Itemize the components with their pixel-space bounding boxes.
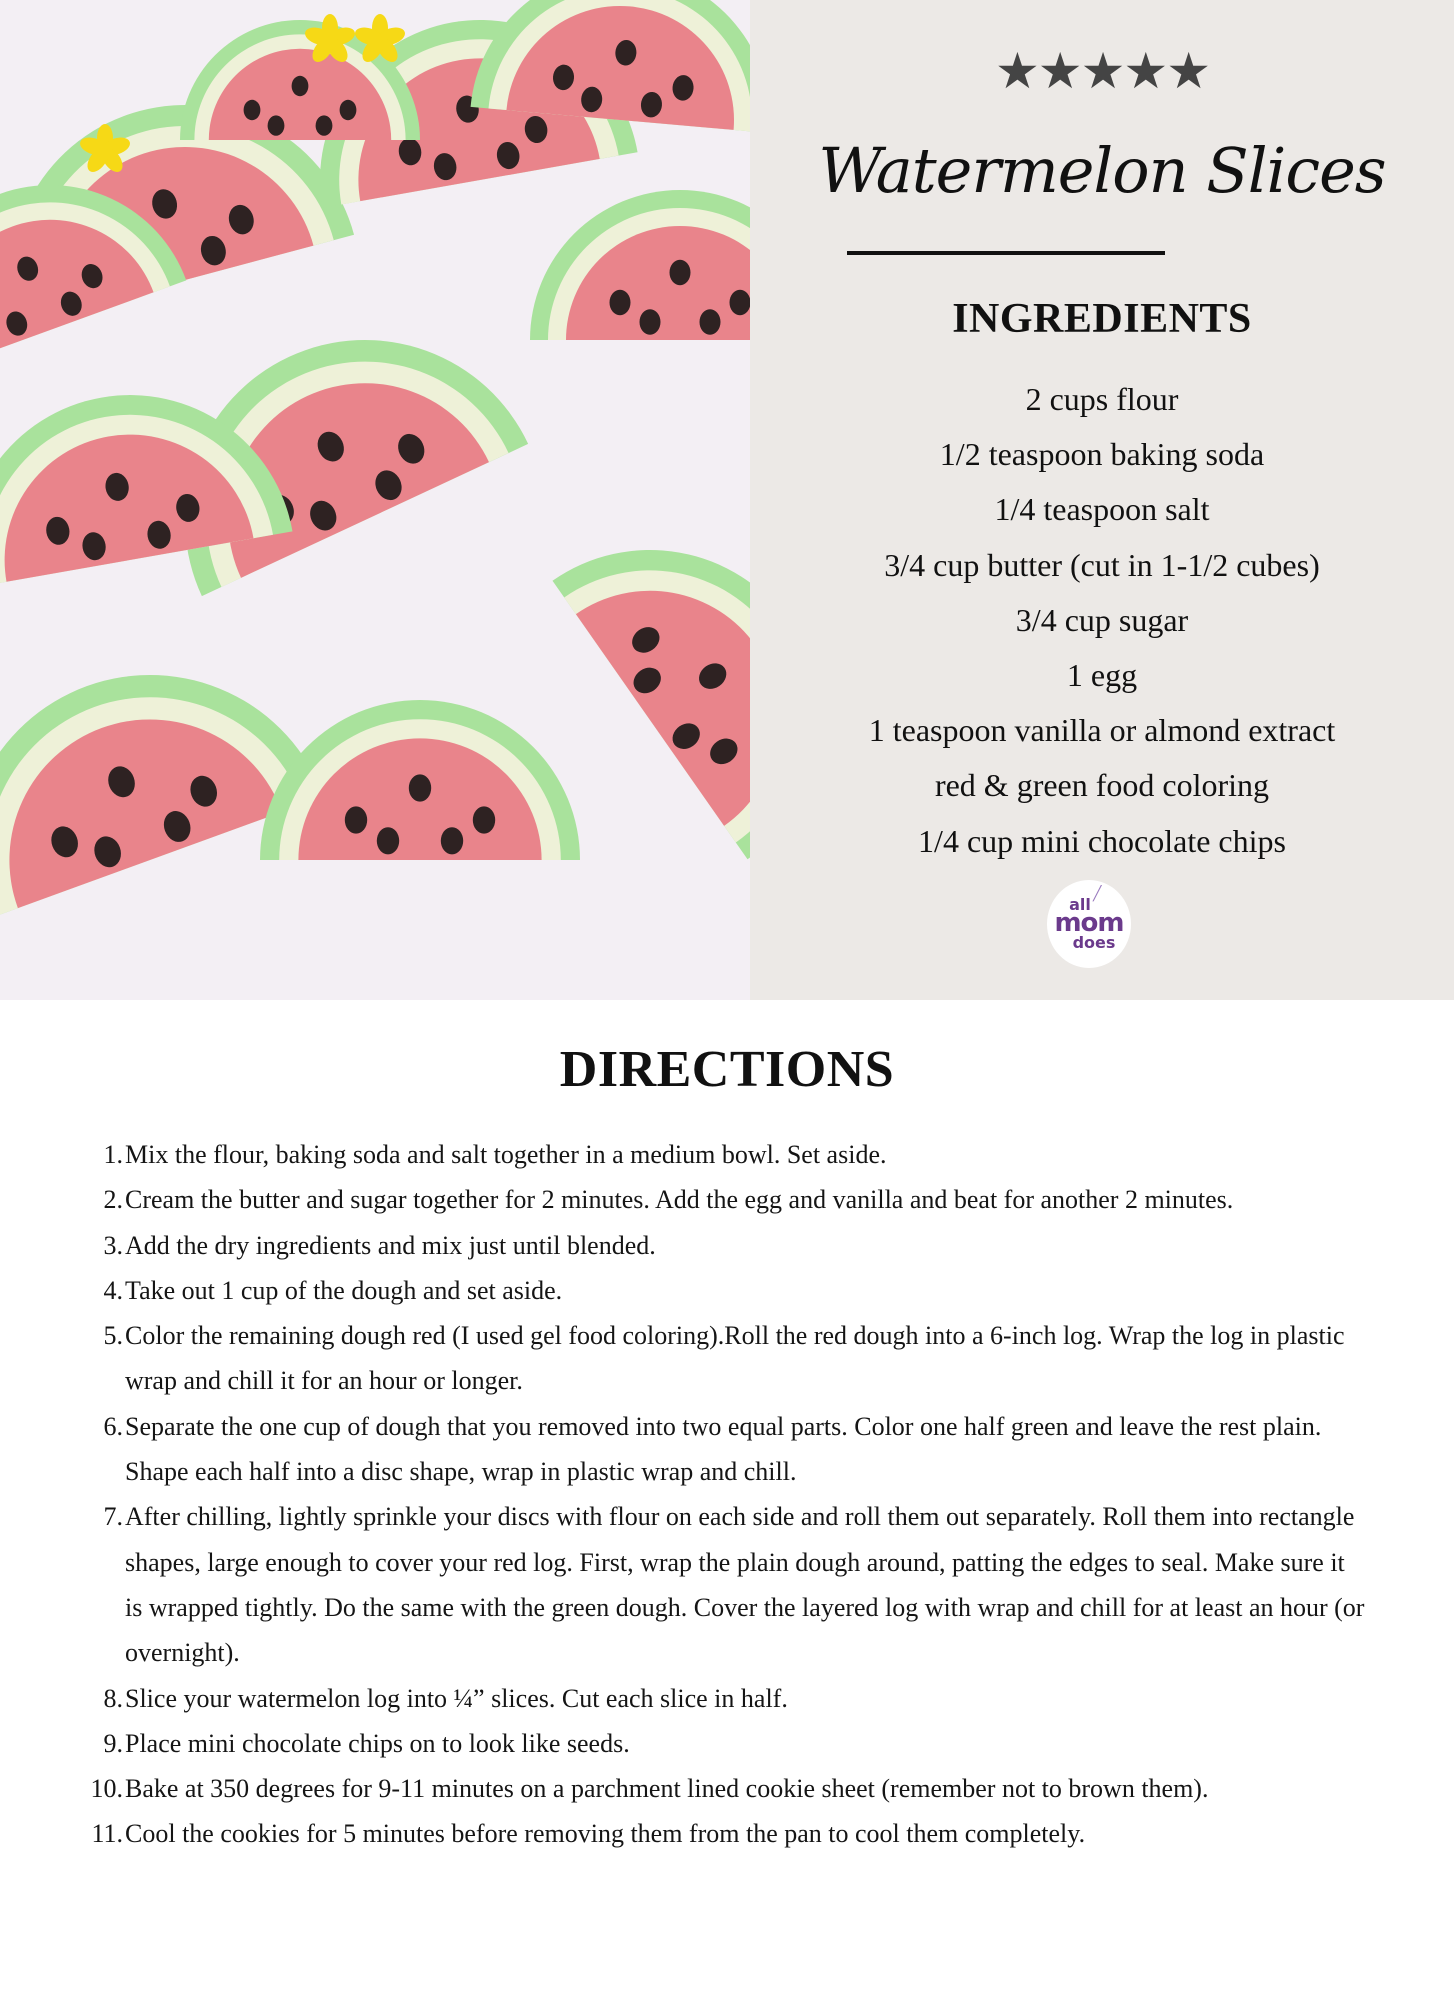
ingredient-item: 1 teaspoon vanilla or almond extract bbox=[868, 712, 1336, 749]
step-text: After chilling, lightly sprinkle your discs with flour on each side and roll them out separately. Roll them into rectangle shapes, large enough to cover your red log. First, wrap the plain dough around, patting the edges to seal. Make sure it is wrapped tightly. Do the same with the green dough. Cover the layered log with wrap and chill for at least an hour (or overnight). bbox=[125, 1502, 1365, 1668]
ingredient-item: 1/2 teaspoon baking soda bbox=[939, 436, 1265, 473]
step-text: Take out 1 cup of the dough and set aside. bbox=[125, 1275, 563, 1305]
ingredient-item: 1 egg bbox=[1066, 657, 1138, 694]
step-text: Place mini chocolate chips on to look like seeds. bbox=[125, 1728, 630, 1758]
watermelon-cookies-image bbox=[0, 0, 750, 1000]
direction-step bbox=[103, 1268, 1365, 1313]
ingredient-item: 1/4 cup mini chocolate chips bbox=[918, 822, 1286, 859]
step-number: 1. bbox=[103, 1140, 123, 1169]
ingredients-heading: INGREDIENTS bbox=[952, 296, 1252, 342]
directions-heading: DIRECTIONS bbox=[559, 1041, 895, 1098]
step-number: 2. bbox=[103, 1185, 123, 1215]
step-text: Color the remaining dough red (I used gel food coloring).Roll the red dough into a 6-inch log. Wrap the log in plastic wrap and chill it for an hour or longer. bbox=[125, 1321, 1345, 1396]
all-mom-does-logo bbox=[1047, 880, 1131, 968]
step-text: Slice your watermelon log into ¼” slices. Cut each slice in half. bbox=[125, 1683, 788, 1713]
ingredients-panel bbox=[750, 0, 1454, 1000]
step-text: Separate the one cup of dough that you removed into two equal parts. Color one half green and leave the rest plain. Shape each half into a disc shape, wrap in plastic wrap and chill. bbox=[125, 1411, 1322, 1487]
direction-step bbox=[103, 1177, 1365, 1222]
step-number: 4. bbox=[103, 1275, 123, 1305]
step-text: Add the dry ingredients and mix just until blended. bbox=[125, 1230, 656, 1260]
step-number: 11. bbox=[91, 1819, 123, 1849]
recipe-title: Watermelon Slices bbox=[818, 134, 1386, 207]
directions-section bbox=[0, 1000, 1454, 2000]
ingredient-item: 3/4 cup butter (cut in 1-1/2 cubes) bbox=[884, 546, 1320, 583]
ingredient-item: 3/4 cup sugar bbox=[1015, 601, 1189, 638]
sparkle-icon: ╱ bbox=[1093, 886, 1102, 902]
step-number: 5. bbox=[103, 1321, 123, 1351]
direction-step bbox=[103, 1676, 1365, 1721]
direction-step bbox=[103, 1404, 1365, 1495]
logo-text-all: all bbox=[1069, 894, 1091, 914]
logo-text-mom: mom bbox=[1054, 908, 1124, 939]
direction-step bbox=[103, 1494, 1365, 1675]
step-number: 9. bbox=[103, 1728, 123, 1758]
step-text: Mix the flour, baking soda and salt together in a medium bowl. Set aside. bbox=[125, 1140, 887, 1169]
direction-step bbox=[103, 1313, 1365, 1404]
ingredient-item: red & green food coloring bbox=[934, 767, 1270, 804]
direction-step bbox=[91, 1811, 1365, 1856]
direction-step bbox=[103, 1132, 1365, 1177]
step-text: Cream the butter and sugar together for 2 minutes. Add the egg and vanilla and beat for another 2 minutes. bbox=[125, 1185, 1234, 1215]
ingredients-list bbox=[750, 372, 1454, 869]
step-number: 10. bbox=[90, 1774, 123, 1804]
cookie-photo bbox=[0, 0, 750, 1000]
title-divider bbox=[847, 251, 1165, 255]
ingredient-item: 1/4 teaspoon salt bbox=[994, 491, 1210, 528]
step-text: Cool the cookies for 5 minutes before removing them from the pan to cool them completely. bbox=[125, 1819, 1086, 1849]
direction-step bbox=[103, 1223, 1365, 1268]
rating-stars-icon: ★★★★★ bbox=[994, 42, 1210, 100]
logo-text-does: does bbox=[1072, 932, 1116, 952]
step-text: Bake at 350 degrees for 9-11 minutes on a parchment lined cookie sheet (remember not to brown them). bbox=[125, 1774, 1209, 1804]
ingredient-item: 2 cups flour bbox=[1025, 381, 1179, 417]
step-number: 3. bbox=[103, 1230, 123, 1260]
directions-list bbox=[90, 1132, 1365, 1857]
step-number: 7. bbox=[103, 1502, 123, 1532]
direction-step bbox=[90, 1766, 1365, 1811]
step-number: 6. bbox=[103, 1411, 123, 1441]
direction-step bbox=[103, 1721, 1365, 1766]
step-number: 8. bbox=[103, 1683, 123, 1713]
